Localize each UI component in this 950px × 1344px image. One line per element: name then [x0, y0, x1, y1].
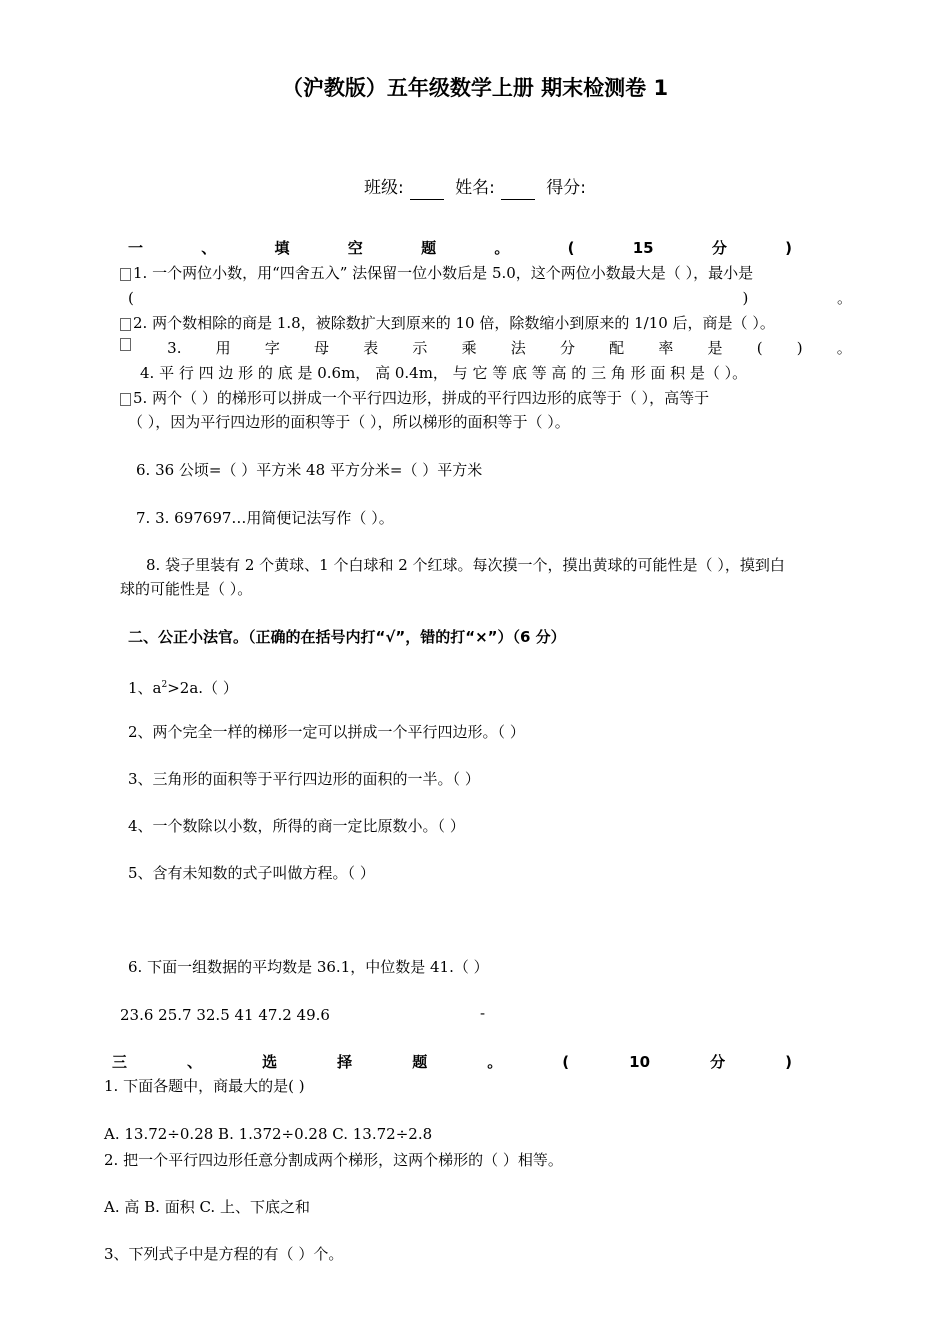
- checkbox-icon: [120, 318, 131, 331]
- page-title: （沪教版）五年级数学上册 期末检测卷 1: [281, 76, 669, 100]
- s2-q5: 5、含有未知数的式子叫做方程。（ ）: [128, 864, 375, 882]
- s1-q6: 6. 36 公顷=（ ）平方米 48 平方分米=（ ）平方米: [136, 461, 483, 479]
- s3-q2-options: A. 高 B. 面积 C. 上、下底之和: [104, 1198, 310, 1216]
- s1-q3: 3. 用 字 母 表 示 乘 法 分 配 率 是 ( ) 。: [120, 338, 852, 358]
- s2-q1: 1、$a^2>2a$.（ ）: [128, 679, 238, 697]
- s3-q3: 3、下列式子中是方程的有（ ）个。: [104, 1245, 344, 1263]
- class-blank[interactable]: [410, 181, 444, 200]
- s1-q5-line2: （ ），因为平行四边形的面积等于（ ），所以梯形的面积等于（ ）。: [128, 413, 570, 431]
- checkbox-icon: [120, 338, 131, 351]
- s2-data-row: 23.6 25.7 32.5 41 47.2 49.6: [120, 1006, 330, 1024]
- score-label: 得分:: [546, 178, 586, 198]
- class-label: 班级:: [363, 178, 404, 198]
- s1-q8-line2: 球的可能性是（ ）。: [120, 580, 253, 598]
- s1-q1-line2: ( ) 。: [128, 289, 852, 307]
- s2-dash: -: [480, 1004, 486, 1022]
- section3-header: 三 、 选 择 题 。 ( 10 分 ): [112, 1053, 792, 1071]
- s3-q1-options: A. 13.72÷0.28 B. 1.372÷0.28 C. 13.72÷2.8: [104, 1125, 433, 1143]
- s1-q1-line1: 1. 一个两位小数，用“四舍五入” 法保留一位小数后是 5.0，这个两位小数最大是（ ），最小是: [120, 263, 753, 283]
- s2-q3: 3、三角形的面积等于平行四边形的面积的一半。（ ）: [128, 770, 480, 788]
- student-info-line: [0, 176, 950, 200]
- name-label: 姓名:: [455, 178, 495, 198]
- s3-q2: 2. 把一个平行四边形任意分割成两个梯形，这两个梯形的（ ）相等。: [104, 1151, 563, 1169]
- section1-header: 一 、 填 空 题 。 ( 15 分 ): [128, 239, 792, 257]
- checkbox-icon: [120, 268, 131, 281]
- s2-q6: 6. 下面一组数据的平均数是 36.1，中位数是 41.（ ）: [128, 958, 489, 976]
- s1-q8-line1: 8. 袋子里装有 2 个黄球、1 个白球和 2 个红球。每次摸一个，摸出黄球的可能性是（ ），摸到白: [146, 556, 785, 574]
- s1-q7: 7. 3. 697697…用简便记法写作（ ）。: [136, 509, 394, 527]
- checkbox-icon: [120, 393, 131, 406]
- name-blank[interactable]: [501, 181, 535, 200]
- s1-q5-line1: 5. 两个（ ）的梯形可以拼成一个平行四边形，拼成的平行四边形的底等于（ ），高等于: [120, 388, 709, 408]
- s3-q1: 1. 下面各题中，商最大的是( ): [104, 1077, 305, 1095]
- s1-q4: 4. 平 行 四 边 形 的 底 是 0.6m， 高 0.4m， 与 它 等 底 等 高 的 三 角 形 面 积 是（ ）。: [140, 364, 748, 382]
- section2-header: 二、公正小法官。（正确的在括号内打“√”，错的打“×”）（6 分）: [128, 628, 566, 646]
- s2-q2: 2、两个完全一样的梯形一定可以拼成一个平行四边形。（ ）: [128, 723, 525, 741]
- s1-q2: 2. 两个数相除的商是 1.8，被除数扩大到原来的 10 倍，除数缩小到原来的 1/10 后，商是（ ）。: [120, 313, 775, 333]
- s2-q4: 4、一个数除以小数，所得的商一定比原数小。（ ）: [128, 817, 465, 835]
